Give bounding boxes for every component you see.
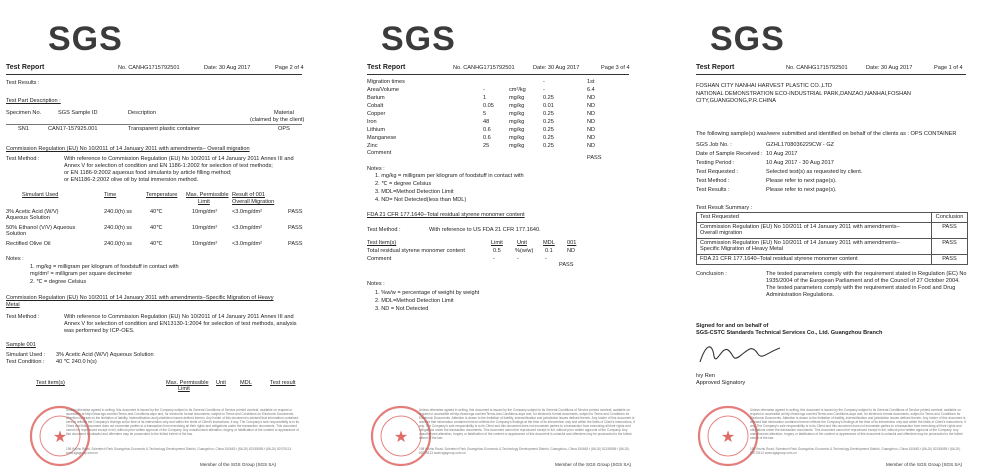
om-conclusion: PASS	[288, 241, 303, 247]
migration-cell-c: 0.01	[543, 103, 554, 109]
notes-label: Notes :	[367, 281, 385, 287]
table-row	[697, 238, 968, 254]
om-hdr-simulant: Simulant Used	[22, 192, 59, 198]
summary-conclusion: PASS	[932, 222, 968, 238]
section-heavy-metal: Commission Regulation (EU) No 10/2011 of 14 January 2011 with amendments–Specific Migration of Heavy	[6, 295, 274, 301]
migration-cell-b: mg/kg	[509, 127, 525, 133]
summary-test-cell	[697, 254, 932, 264]
hm-hdr-maxperm: Max. Permissible	[166, 380, 209, 386]
field-label: SGS Job No. :	[696, 142, 732, 148]
migration-cell-b: mg/kg	[509, 119, 525, 125]
notes-label: Notes :	[367, 166, 385, 172]
header-rule	[6, 74, 302, 75]
sty-row-limit: 0.5	[493, 248, 501, 254]
om-hdr-time: Time	[104, 192, 117, 198]
method1-line: or EN 1186-9:2002 aqueous food simulants by article filling method;	[64, 170, 232, 176]
spec-hdr-desc: Description	[128, 110, 156, 116]
page-number: Page 1 of 4	[934, 65, 963, 71]
test-method-label: Test Method :	[6, 314, 40, 320]
om-limit: 10mg/dm²	[192, 209, 218, 215]
migration-cell-d: ND	[587, 111, 596, 117]
handwritten-signature	[696, 336, 786, 370]
summary-test-text-2: Overall migration	[700, 230, 743, 237]
spec-material-note: (claimed by the client)	[250, 117, 305, 123]
migration-cell-c: -	[543, 79, 545, 85]
field-label: Date of Sample Received :	[696, 151, 763, 157]
report-page-1	[666, 0, 1000, 475]
report-number: No. CANHG1715792501	[118, 65, 180, 71]
section-styrene: FDA 21 CFR 177.1640–Total residual styrene monomer content	[367, 212, 525, 218]
om-limit: 10mg/dm²	[192, 225, 218, 231]
spec-hdr-no: Specimen No.	[6, 110, 42, 116]
footer-address: 198 Kezhu Road, Scientech Park Guangzhou Economic & Technology Development District, Guangzhou, China 510663 t (86-20) 82155555 f (86-20) 82075113 www.sgsgroup.com.cn	[66, 447, 292, 455]
om-hdr-overall: Overall Migration	[232, 199, 275, 205]
method1-line: Annex V for selection of condition and EN 1186-1:2002 for selection of test methods;	[64, 163, 273, 169]
migration-cell-d: ND	[587, 135, 596, 141]
signer-name: Ivy Ren	[696, 373, 715, 379]
field-value: Please refer to next page(s).	[766, 178, 837, 184]
migration-cell-c: 0.25	[543, 143, 554, 149]
migration-cell-n: Cobalt	[367, 103, 384, 109]
hm-hdr-item: Test item(s)	[36, 380, 65, 386]
method1-line: or EN1186-2:2002 olive oil by total immersion method.	[64, 177, 199, 183]
migration-cell-d: ND	[587, 119, 596, 125]
sty-row-result: ND	[567, 248, 576, 254]
om-conclusion: PASS	[288, 209, 303, 215]
report-page-3	[333, 0, 666, 475]
signed-company: SGS-CSTC Standards Technical Services Co., Ltd. Guangzhou Branch	[696, 330, 883, 336]
client-address-2: CITY,GUANGDONG,P.R.CHINA	[696, 98, 776, 104]
report-date: Date: 30 Aug 2017	[204, 65, 251, 71]
migration-cell-b: mg/kg	[509, 95, 525, 101]
spec-hdr-id: SGS Sample ID	[58, 110, 98, 116]
migration-cell-n: Migration times	[367, 79, 405, 85]
intro-text: The following sample(s) was/were submitted and identified on behalf of the clients as : OPS CONTAINER	[696, 131, 957, 137]
method1-line: With reference to Commission Regulation (EU) No 10/2011 of 14 January 2011 Annex III and	[64, 156, 294, 162]
om-limit: 10mg/dm²	[192, 241, 218, 247]
spec-row-material: OPS	[278, 126, 290, 132]
summary-test-text: Commission Regulation (EU) No 10/2011 of 14 January 2011 with amendments–	[700, 239, 900, 246]
sty-comment-dash: -	[545, 256, 547, 262]
migration-cell-b: mg/kg	[509, 103, 525, 109]
test-results-label: Test Results :	[6, 80, 40, 86]
hm-hdr-result: Test result	[270, 380, 296, 386]
om-simulant-2: Solution	[6, 231, 27, 237]
report-date: Date: 30 Aug 2017	[866, 65, 913, 71]
table-row	[697, 222, 968, 238]
spec-row-no: SN1	[18, 126, 29, 132]
migration-cell-c: 0.25	[543, 135, 554, 141]
comment-value: PASS	[587, 155, 602, 161]
om-hdr-limit: Limit	[198, 199, 210, 205]
note-line: 1. %w/w = percentage of weight by weight	[375, 290, 480, 296]
field-value: 10 Aug 2017	[766, 151, 798, 157]
om-temp: 40℃	[150, 209, 163, 215]
sty-hdr-001: 001	[567, 240, 577, 246]
signed-on-behalf: Signed for and on behalf of	[696, 323, 769, 329]
section-overall-migration: Commission Regulation (EU) No 10/2011 of 14 January 2011 with amendments– Overall migration	[6, 146, 250, 152]
migration-cell-a: 0.05	[483, 103, 494, 109]
member-of-sgs: Member of the SGS Group (SGS SA)	[200, 462, 277, 467]
sty-row-item: Total residual styrene monomer content	[367, 248, 465, 254]
migration-cell-d: ND	[587, 143, 596, 149]
om-simulant: 50% Ethanol (V/V) Aqueous	[6, 225, 76, 231]
summary-test-text: Commission Regulation (EU) No 10/2011 of 14 January 2011 with amendments–	[700, 223, 900, 230]
test-condition-value: 40 ℃ 240.0 h(s)	[56, 359, 97, 365]
summary-conclusion: PASS	[932, 254, 968, 264]
report-date: Date: 30 Aug 2017	[533, 65, 580, 71]
member-of-sgs: Member of the SGS Group (SGS SA)	[886, 462, 963, 467]
migration-cell-d: ND	[587, 103, 596, 109]
hm-hdr-mdl: MDL	[240, 380, 252, 386]
note-line: 1. mg/kg = milligram per kilogram of foodstuff in contact with	[30, 264, 179, 270]
sty-comment-value: PASS	[559, 262, 574, 268]
note-line: mg/dm² = milligram per square decimeter	[30, 271, 133, 277]
test-method-label: Test Method :	[6, 156, 40, 162]
migration-cell-a: 1	[483, 95, 487, 101]
migration-cell-b: mg/kg	[509, 143, 525, 149]
sample-label: Sample 001	[6, 342, 36, 348]
conclusion-line: The tested parameters comply with the requirement stated in Food and Drug	[766, 285, 956, 291]
om-simulant: 3% Acetic Acid (W/V)	[6, 209, 59, 215]
report-number: No. CANHG1715792501	[453, 65, 515, 71]
legal-footer: Unless otherwise agreed in writing, this document is issued by the Company subject to its General Conditions of Service printed overleaf, available on request or accessible at http://www.sgs.com/en/Terms-and-Conditions.aspx and, for electronic format documents, subject to Terms and Conditions for Electronic Documents. Attention is drawn to the limitation of liability, indemnification and jurisdiction issues defined therein. Any holder of this document is advised that information contained hereon reflects the Company's findings at the time of its intervention only and within the limits of Client's instructions, if any. The Company's sole responsibility is to its Client and this document does not exonerate parties to a transaction from exercising all their rights and obligations under the transaction documents. This document cannot be reproduced except in full, without prior written approval of the Company. Any unauthorized alteration, forgery or falsification of the content or appearance of this document is unlawful and offenders may be prosecuted to the fullest extent of the law.	[66, 408, 299, 436]
summary-header-row	[697, 213, 968, 223]
migration-cell-c: 0.25	[543, 127, 554, 133]
signer-title: Approved Signatory	[696, 380, 746, 386]
doc-title: Test Report	[6, 64, 45, 71]
page-number: Page 3 of 4	[601, 65, 630, 71]
migration-cell-c: 0.25	[543, 111, 554, 117]
om-time: 240.0(h) ss	[104, 241, 132, 247]
summary-test-cell	[697, 238, 932, 254]
field-label: Test Method :	[696, 178, 730, 184]
report-page-2	[0, 0, 333, 475]
footer-address: 198 Kezhu Road, Scientech Park Guangzhou Economic & Technology Development District, Guangzhou, China 510663 t (86-20) 82155555 f (86-20) 82075113 www.sgsgroup.com.cn	[750, 447, 961, 455]
note-line: 3. MDL=Method Detection Limit	[375, 189, 454, 195]
table-row	[697, 254, 968, 264]
migration-cell-a: 25	[483, 143, 490, 149]
note-line: 3. ND = Not Detected	[375, 306, 429, 312]
om-result: <3.0mg/dm²	[232, 241, 263, 247]
migration-cell-n: Zinc	[367, 143, 378, 149]
method2-line: Annex V for selection of condition and EN13130-1:2004 for selection of test methods, analysis	[64, 321, 297, 327]
note-line: 2. ℃ = degree Celsius	[30, 279, 87, 285]
field-label: Test Requested :	[696, 169, 738, 175]
note-line: 4. ND= Not Detected(less than MDL)	[375, 197, 467, 203]
migration-cell-b: mg/kg	[509, 111, 525, 117]
header-rule	[696, 74, 966, 75]
migration-cell-a: 48	[483, 119, 490, 125]
om-hdr-result: Result of 001	[232, 192, 265, 198]
om-temp: 40℃	[150, 241, 163, 247]
test-method-value: With reference to US FDA 21 CFR 177.1640.	[429, 227, 541, 233]
migration-cell-n: Iron	[367, 119, 377, 125]
migration-cell-n: Area/Volume	[367, 87, 400, 93]
test-method-label: Test Method :	[367, 227, 401, 233]
sgs-logo: SGS	[710, 20, 785, 58]
field-value: Selected test(s) as requested by client.	[766, 169, 863, 175]
sty-row-mdl: 0.1	[545, 248, 553, 254]
spec-row-id: CAN17-157925.001	[48, 126, 98, 132]
migration-cell-b: mg/kg	[509, 135, 525, 141]
migration-cell-c: 0.25	[543, 119, 554, 125]
simulant-used-label: Simulant Used :	[6, 352, 46, 358]
field-label: Test Results :	[696, 187, 730, 193]
migration-cell-n: Barium	[367, 95, 385, 101]
migration-cell-n: Lithium	[367, 127, 386, 133]
migration-cell-d: 6.4	[587, 87, 595, 93]
summary-test-text-2: Specific Migration of Heavy Metal	[700, 246, 784, 253]
method2-line: was performed by ICP-OES.	[64, 328, 135, 334]
om-result: <3.0mg/dm²	[232, 225, 263, 231]
migration-cell-a: -	[483, 87, 485, 93]
migration-cell-d: 1st	[587, 79, 595, 85]
om-time: 240.0(h) ss	[104, 209, 132, 215]
simulant-used-value: 3% Acetic Acid (W/V) Aqueous Solution	[56, 352, 154, 358]
om-simulant-2: Aqueous Solution	[6, 215, 50, 221]
migration-cell-c: 0.25	[543, 95, 554, 101]
conclusion-line: Administration Regulations.	[766, 292, 835, 298]
conclusion-label: Conclusion :	[696, 271, 727, 277]
om-time: 240.0(h) ss	[104, 225, 132, 231]
field-value: 10 Aug 2017 - 30 Aug 2017	[766, 160, 834, 166]
om-result: <3.0mg/dm²	[232, 209, 263, 215]
sty-hdr-unit: Unit	[517, 240, 527, 246]
migration-cell-n: Manganese	[367, 135, 397, 141]
test-part-label: Test Part Description :	[6, 98, 61, 104]
sgs-logo: SGS	[381, 20, 456, 58]
summary-label: Test Result Summary :	[696, 205, 753, 211]
summary-test-cell	[697, 222, 932, 238]
hm-hdr-limit: Limit	[178, 386, 190, 392]
migration-cell-d: ND	[587, 95, 596, 101]
om-hdr-maxperm: Max. Permissible	[186, 192, 229, 198]
spec-row-desc: Transparent plastic container	[128, 126, 200, 132]
seal-star: ★	[393, 429, 409, 446]
hm-hdr-unit: Unit	[216, 380, 226, 386]
sty-hdr-mdl: MDL	[543, 240, 555, 246]
doc-title: Test Report	[367, 64, 406, 71]
field-value: Please refer to next page(s).	[766, 187, 837, 193]
migration-cell-a: 0.6	[483, 135, 491, 141]
member-of-sgs: Member of the SGS Group (SGS SA)	[555, 462, 632, 467]
migration-cell-d: ND	[587, 127, 596, 133]
section-heavy-metal-2: Metal	[6, 302, 20, 308]
sty-comment-dash: -	[493, 256, 495, 262]
summary-table	[696, 212, 968, 265]
doc-title: Test Report	[696, 64, 735, 71]
header-rule	[367, 74, 629, 75]
summary-conclusion: PASS	[932, 238, 968, 254]
conclusion-line: 1935/2004 of the European Parliament and of the Council of 27 October 2004.	[766, 278, 960, 284]
om-simulant: Rectified Olive Oil	[6, 241, 51, 247]
migration-cell-b: cm²/kg	[509, 87, 526, 93]
notes-label: Notes :	[6, 256, 24, 262]
note-line: 1. mg/kg = milligram per kilogram of foodstuff in contact with	[375, 173, 524, 179]
conclusion-line: The tested parameters comply with the requirement stated in Regulation (EC) No	[766, 271, 967, 277]
sty-comment-dash: -	[517, 256, 519, 262]
sty-comment-label: Comment	[367, 256, 392, 262]
comment-label: Comment	[367, 150, 392, 156]
migration-cell-a: 5	[483, 111, 487, 117]
sty-row-unit: %(w/w)	[515, 248, 534, 254]
client-address: NATIONAL DEMONSTRATION ECO-INDUSTRIAL PARK,DANZAO,NANHAI,FOSHAN	[696, 91, 911, 97]
report-number: No. CANHG1715792501	[786, 65, 848, 71]
page-number: Page 2 of 4	[275, 65, 304, 71]
method2-line: With reference to Commission Regulation (EU) No 10/2011 of 14 January 2011 Annex III and	[64, 314, 294, 320]
migration-cell-n: Copper	[367, 111, 386, 117]
summary-hdr-test: Test Requested	[697, 213, 932, 223]
summary-hdr-conclusion: Conclusion	[932, 213, 968, 223]
seal-star: ★	[52, 429, 68, 446]
field-label: Testing Period :	[696, 160, 735, 166]
footer-address: 198 Kezhu Road, Scientech Park Guangzhou Economic & Technology Development District, Guangzhou, China 510663 t (86-20) 82155555 f (86-20) 82075113 www.sgsgroup.com.cn	[419, 447, 630, 455]
note-line: 2. ℃ = degree Celsius	[375, 181, 432, 187]
field-value: GZHL1708036229CW - GZ	[766, 142, 835, 148]
sty-hdr-item: Test Item(s)	[367, 240, 397, 246]
summary-test-text: FDA 21 CFR 177.1640–Total residual styrene monomer content	[700, 255, 858, 262]
sty-hdr-limit: Limit	[491, 240, 503, 246]
migration-cell-c: -	[543, 87, 545, 93]
legal-footer: Unless otherwise agreed in writing, this document is issued by the Company subject to its General Conditions of Service printed overleaf, available on request or accessible at http://www.sgs.com/en/Terms-and-Conditions.aspx and, for electronic format documents, subject to Terms and Conditions for Electronic Documents. Attention is drawn to the limitation of liability, indemnification and jurisdiction issues defined therein. Any holder of this document is advised that information contained hereon reflects the Company's findings at the time of its intervention only and within the limits of Client's instructions, if any. The Company's sole responsibility is to its Client and this document does not exonerate parties to a transaction from exercising all their rights and obligations under the transaction documents. This document cannot be reproduced except in full, without prior written approval of the Company. Any unauthorized alteration, forgery or falsification of the content or appearance of this document is unlawful and offenders may be prosecuted to the fullest extent of the law.	[419, 408, 635, 440]
legal-footer: Unless otherwise agreed in writing, this document is issued by the Company subject to its General Conditions of Service printed overleaf, available on request or accessible at http://www.sgs.com/en/Terms-and-Conditions.aspx and, for electronic format documents, subject to Terms and Conditions for Electronic Documents. Attention is drawn to the limitation of liability, indemnification and jurisdiction issues defined therein. Any holder of this document is advised that information contained hereon reflects the Company's findings at the time of its intervention only and within the limits of Client's instructions, if any. The Company's sole responsibility is to its Client and this document does not exonerate parties to a transaction from exercising all their rights and obligations under the transaction documents. This document cannot be reproduced except in full, without prior written approval of the Company. Any unauthorized alteration, forgery or falsification of the content or appearance of this document is unlawful and offenders may be prosecuted to the fullest extent of the law.	[750, 408, 966, 440]
om-temp: 40℃	[150, 225, 163, 231]
seal-star: ★	[720, 429, 736, 446]
test-condition-label: Test Condition :	[6, 359, 45, 365]
spec-hdr-material: Material	[274, 110, 294, 116]
sgs-logo: SGS	[48, 20, 123, 58]
spec-rule	[6, 124, 302, 125]
om-conclusion: PASS	[288, 225, 303, 231]
client-name: FOSHAN CITY NANHAI HARVEST PLASTIC CO.,LTD	[696, 83, 833, 89]
migration-cell-a: 0.6	[483, 127, 491, 133]
note-line: 2. MDL=Method Detection Limit	[375, 298, 454, 304]
om-hdr-temp: Temperature	[146, 192, 178, 198]
